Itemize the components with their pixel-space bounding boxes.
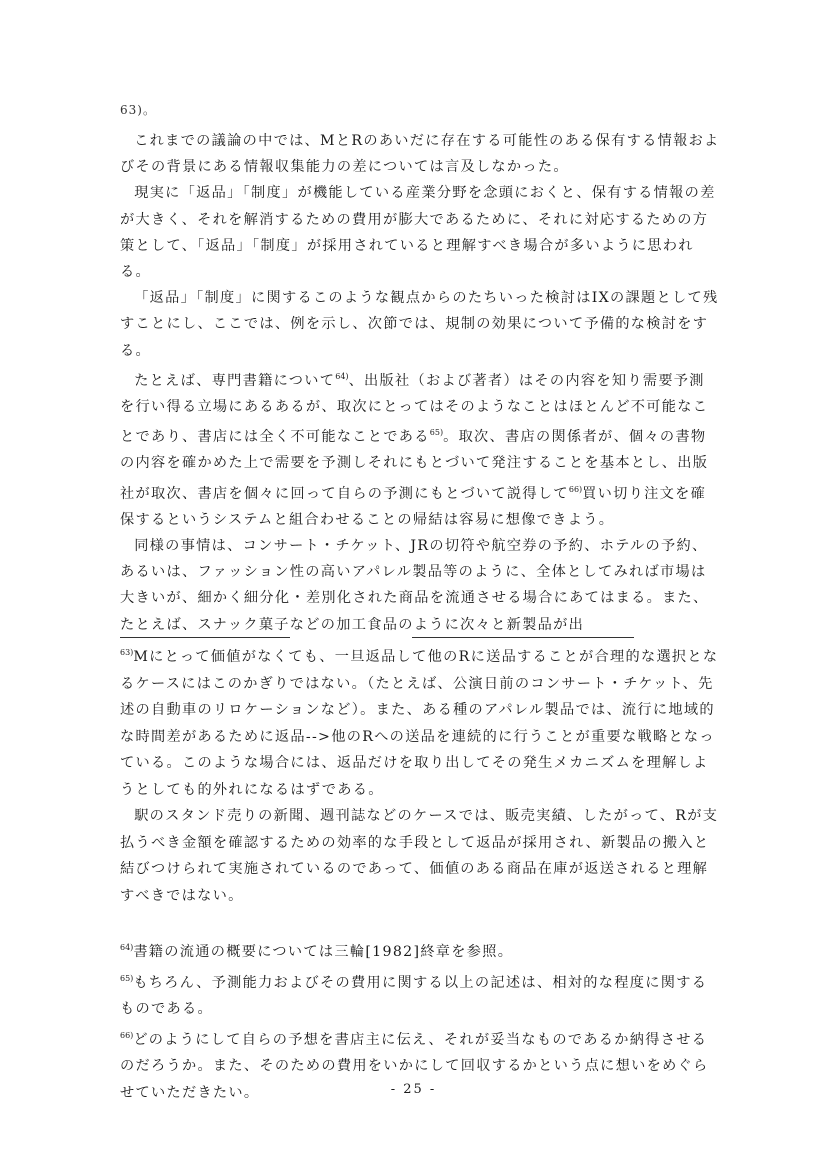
main-body-text (120, 128, 720, 638)
footnote-65-text: もちろん、予測能力およびその費用に関する以上の記述は、相対的な程度に関するものである。 (120, 974, 708, 1017)
footnote-63-text: Mにとって価値がなくても、一旦返品して他のRに送品することが合理的な選択となるケースにはこのかぎりではない。（たとえば、公演日前のコンサート・チケット、先述の自動車のリロケーションなど）。また、ある種のアパレル製品では、流行に地域的な時間差があるために返品-->他のRへの送品を連続的に行うことが重要な戦略となっている。このような場合には、返品だけを取り出してその発生メカニズムを理解しようとしても的外れになるはずである。 (120, 649, 719, 798)
footnote-divider-right (412, 637, 634, 638)
footnote-ref-64: 64) (335, 371, 349, 381)
paragraph-5: 同様の事情は、コンサート・チケット、JRの切符や航空券の予約、ホテルの予約、あるいは、ファッション性の高いアパレル製品等のように、全体としてみれば市場は大きいが、細かく細分化・差別化された商品を流通させる場合にあてはまる。また、たとえば、スナック菓子などの加工食品のように次々と新製品が出 (120, 538, 709, 633)
footnote-63 (120, 640, 720, 803)
footnote-divider-left (120, 637, 290, 638)
paragraph-2: 現実に「返品」「制度」が機能している産業分野を念頭におくと、保有する情報の差が大きく、それを解消するための費用が膨大であるために、それに対応するための方策として、「返品」「制度」が採用されていると理解すべき場合が多いように思われる。 (120, 185, 716, 281)
footnote-64 (120, 935, 720, 966)
footnote-64-text: 書籍の流通の概要については三輪[1982]終章を参照。 (133, 944, 514, 960)
footnote-ref-66: 66) (568, 484, 583, 494)
footnote-66-marker: 66) (120, 1030, 134, 1040)
footnote-65-marker: 65) (120, 973, 134, 983)
footnote-ref-65: 65) (429, 428, 444, 438)
paragraph-4-text-c: 。取次、書店の関係者が、個々の書物の内容を確かめた上で需要を予測しそれにもとづいて発注することを基本とし、出版社が取次、書店を個々に回って自らの予測にもとづいて説得して (120, 429, 709, 502)
footnote-65 (120, 966, 720, 1023)
paragraph-1: これまでの議論の中では、MとRのあいだに存在する可能性のある保有する情報およびその背景にある情報収集能力の差については言及しなかった。 (120, 133, 720, 176)
paragraph-4 (120, 364, 720, 533)
paragraph-4-text-d: 買い切り注文を確保するというシステムと組合わせることの帰結は容易に想像できよう。 (120, 485, 707, 528)
footnote-64-marker: 64) (120, 943, 134, 952)
footnote-63-marker: 63) (120, 648, 134, 657)
paragraph-4-text-b: 、出版社（および著者）はその内容を知り需要予測を行い得る立場にあるあるが、取次にとってはそのようなことはほとんど不可能なことであり、書店には全く不可能なことである (120, 372, 709, 446)
footnote-reference-continuation: 63)。 (120, 103, 156, 117)
paragraph-4-text-a: たとえば、専門書籍について (134, 372, 336, 389)
page-number: - 25 - (390, 1082, 437, 1097)
footnotes-section (120, 640, 720, 1106)
footnote-63-continuation: 駅のスタンド売りの新聞、週刊誌などのケースでは、販売実績、したがって、Rが支払うべき金額を確認するための効率的な手段として返品が採用され、新製品の搬入と結びつけられて実施されているのであって、価値のある商品在庫が返送されると理解すべきではない。 (120, 808, 719, 904)
paragraph-3: 「返品」「制度」に関するこのような観点からのたちいった検討はIXの課題として残すことにし、ここでは、例を示し、次節では、規制の効果について予備的な検討をする。 (120, 290, 719, 359)
footnote-66-text: どのようにして自らの予想を書店主に伝え、それが妥当なものであるか納得させるのだろうか。また、そのための費用をいかにして回収するかという点に想いをめぐらせていただきたい。 (120, 1031, 709, 1101)
